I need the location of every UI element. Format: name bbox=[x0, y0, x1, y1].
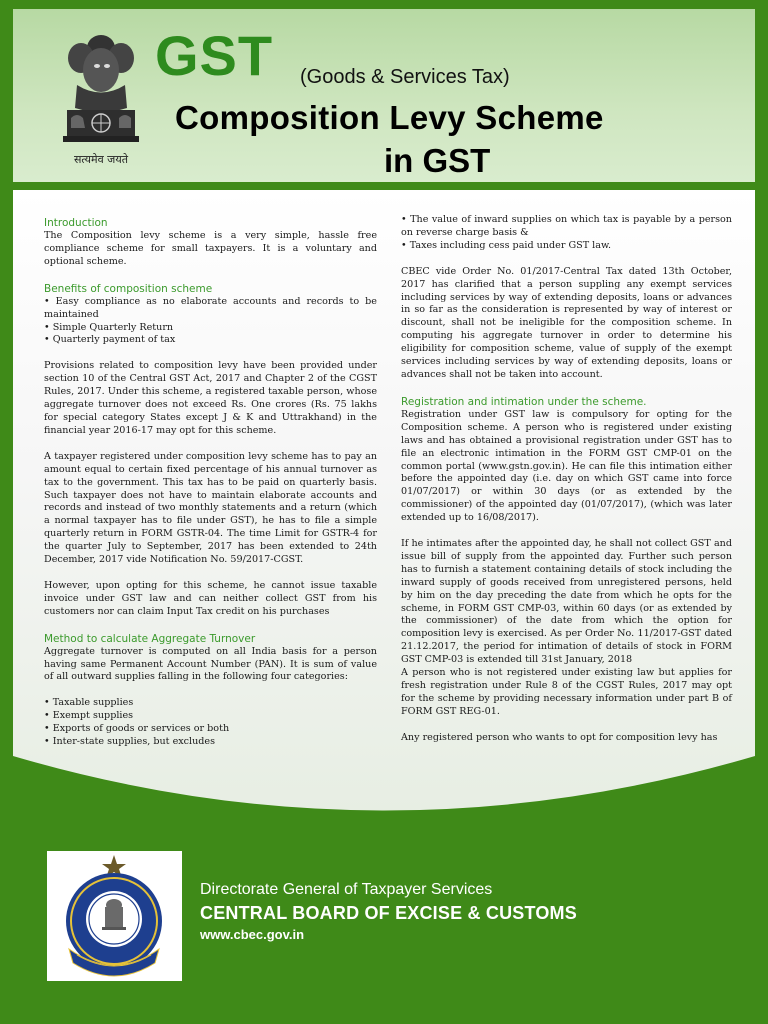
website-link[interactable]: www.cbec.gov.in bbox=[200, 927, 305, 942]
list-item: • Quarterly payment of tax bbox=[44, 334, 377, 347]
benefits-list bbox=[44, 296, 377, 348]
list-item: • Exempt supplies bbox=[44, 710, 377, 723]
intimation-paragraph: If he intimates after the appointed day, he shall not collect GST and issue bill of supply from the appointed day. Further such person has to furnish a statement containing details of stock including the inward supply of goods received from unregistered persons, held by him on the day preceding the date from which he opts for the scheme, in FORM GST CMP-03, within 60 days (or as extended by the commissioner) of the date from which the option for composition levy is exercised. As per Order No. 11/2017-GST dated 21.12.2017, the period for intimation of details of stock in FORM GST CMP-03 is extended till 31st January, 2018 bbox=[401, 538, 732, 666]
footer-text-block bbox=[200, 880, 577, 944]
section-heading-aggregate-turnover: Method to calculate Aggregate Turnover bbox=[44, 632, 256, 645]
categories-list bbox=[44, 697, 377, 749]
cbec-logo-panel bbox=[47, 851, 182, 981]
taxpayer-paragraph: A taxpayer registered under composition levy scheme has to pay an amount equal to certain fixed percentage of his annual turnover as tax to the government. This tax has to be paid on quarterly basis. Such taxpayer does not have to maintain elaborate accounts and records and instead of two monthly statements and a return (which a normal taxpayer has to file under GST), he has to file a simple quarterly return in FORM GSTR-04. The time Limit for GSTR-4 for the quarter July to September, 2017 has been extended to 24th December, 2017 vide Notification No. 59/2017-CGST. bbox=[44, 450, 377, 566]
emblem-motto: सत्यमेव जयते bbox=[73, 153, 128, 166]
list-item: • Exports of goods or services or both bbox=[44, 723, 377, 736]
board-name: CENTRAL BOARD OF EXCISE & CUSTOMS bbox=[200, 903, 577, 923]
cbec-order-paragraph: CBEC vide Order No. 01/2017-Central Tax dated 13th October, 2017 has clarified that a person suppling any exempt services including services by way of extending deposits, loans or advances in so far as the consideration is represented by way of interest or discount, shall not be ineligible for the composition scheme. In computing his aggregate turnover in order to determine his eligibility for composition scheme, value of supply of the exempt services including services by way of extending deposits, loans or advances shall not be taken into account. bbox=[401, 265, 732, 380]
list-item: • Simple Quarterly Return bbox=[44, 322, 377, 335]
introduction-text: The Composition levy scheme is a very simple, hassle free compliance scheme for small taxpayers. It is a voluntary and optional scheme. bbox=[44, 230, 377, 267]
page-title-line-2: in GST bbox=[384, 142, 491, 179]
left-column bbox=[44, 216, 377, 749]
list-item: • Taxable supplies bbox=[44, 697, 377, 710]
list-item: • Taxes including cess paid under GST law. bbox=[401, 240, 732, 253]
section-heading-registration: Registration and intimation under the scheme. bbox=[401, 395, 647, 408]
list-item: • Inter-state supplies, but excludes bbox=[44, 736, 377, 749]
registration-paragraph: Registration under GST law is compulsory for opting for the Composition scheme. A person who is registered under existing laws and has obtained a provisional registration under GST has to file an electronic intimation in the FORM GST CMP-01 on the common portal (www.gstn.gov.in). He can file this intimation either before the appointed day (i.e. day on which GST came into force 01/07/2017) or within 30 days (or as extended by the commissioner) of the appointed day (01/07/2017), (which was later extended up to 16/08/2017). bbox=[401, 408, 732, 524]
list-item: • The value of inward supplies on which tax is payable by a person on reverse charge basis & bbox=[401, 214, 732, 240]
section-heading-introduction: Introduction bbox=[44, 217, 108, 229]
any-registered-paragraph: Any registered person who wants to opt for composition levy has bbox=[401, 731, 718, 743]
directorate-name: Directorate General of Taxpayer Services bbox=[200, 881, 493, 898]
section-heading-benefits: Benefits of composition scheme bbox=[44, 282, 213, 295]
page-title-line-1: Composition Levy Scheme bbox=[175, 99, 604, 136]
provisions-paragraph: Provisions related to composition levy have been provided under section 10 of the Central GST Act, 2017 and Chapter 2 of the CGST Rules, 2017. Under this scheme, a registered taxable person, whose aggregate turnover does not exceed Rs. One crores (Rs. 75 lakhs for special category States except J & K and Uttrakhand) in the financial year 2016-17 may opt for this scheme. bbox=[44, 360, 377, 436]
content-area bbox=[13, 190, 755, 830]
however-paragraph: However, upon opting for this scheme, he cannot issue taxable invoice under GST law and can neither collect GST from his customers nor can claim Input Tax credit on his purchases bbox=[44, 579, 377, 617]
aggregate-turnover-text: Aggregate turnover is computed on all India basis for a person having same Permanent Account Number (PAN). It is sum of value of all outward supplies falling in the following four categories: bbox=[44, 645, 377, 683]
list-item: • Easy compliance as no elaborate accounts and records to be maintained bbox=[44, 296, 377, 322]
gst-heading: GST bbox=[155, 24, 274, 87]
not-registered-paragraph: A person who is not registered under existing law but applies for fresh registration under Rule 8 of the CGST Rules, 2017 may opt for the scheme by providing necessary information under part B of FORM GST REG-01. bbox=[401, 667, 732, 717]
gst-full-form: (Goods & Services Tax) bbox=[300, 66, 510, 88]
excludes-list bbox=[401, 214, 732, 253]
right-column bbox=[401, 214, 732, 745]
national-emblem-icon bbox=[57, 30, 145, 170]
cbec-seal-icon bbox=[47, 851, 182, 981]
